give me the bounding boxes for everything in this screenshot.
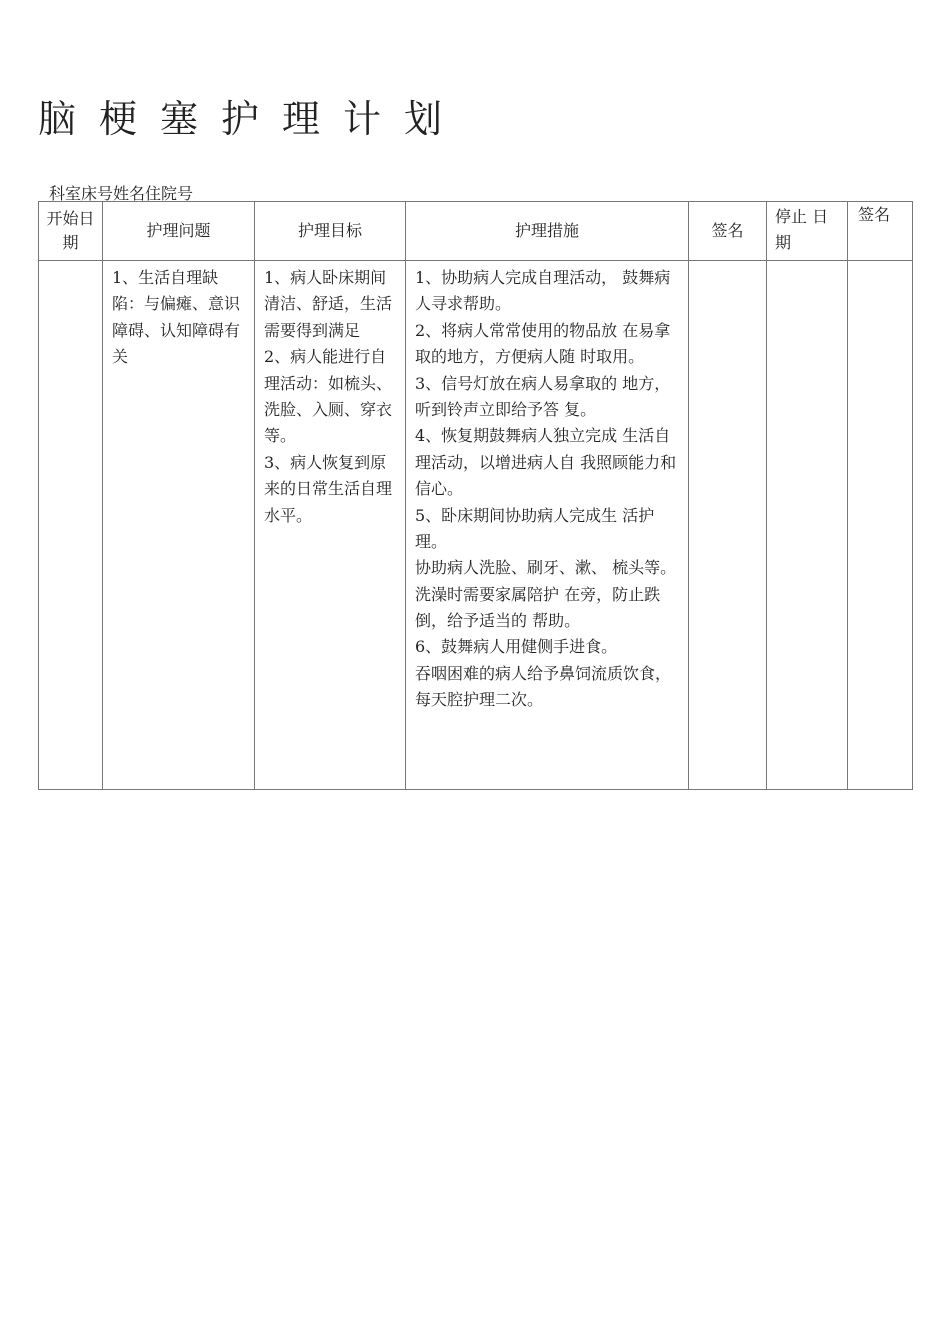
table-row bbox=[39, 261, 913, 790]
measure-item: 5、卧床期间协助病人完成生 活护理。 bbox=[415, 505, 655, 551]
measure-item: 6、鼓舞病人用健侧手进食。 bbox=[415, 637, 618, 657]
cell-problem bbox=[103, 261, 255, 790]
patient-info-line: 科室床号姓名住院号 bbox=[49, 184, 194, 203]
header-signature: 签名 bbox=[689, 202, 767, 261]
measure-item: 协助病人洗脸、刷牙、漱、 梳头等。洗澡时需要家属陪护 在旁，防止跌倒，给予适当的 帮助。 bbox=[415, 558, 677, 631]
cell-signature-2 bbox=[848, 261, 913, 790]
page-title: 脑梗塞护理计划 bbox=[38, 97, 466, 141]
cell-measures bbox=[406, 261, 689, 790]
nursing-plan-table bbox=[38, 201, 913, 790]
goal-item: 3、病人恢复到原来的日常生活自理水平。 bbox=[264, 452, 393, 525]
header-signature-2: 签名 bbox=[848, 202, 913, 261]
measure-item: 3、信号灯放在病人易拿取的 地方，听到铃声立即给予答 复。 bbox=[415, 373, 671, 419]
header-start-date: 开始日期 bbox=[39, 202, 103, 261]
header-goal: 护理目标 bbox=[255, 202, 406, 261]
measure-item: 2、将病人常常使用的物品放 在易拿取的地方，方便病人随 时取用。 bbox=[415, 320, 671, 367]
goal-item: 1、病人卧床期间清洁、舒适，生活需要得到满足 bbox=[264, 268, 393, 340]
header-problem: 护理问题 bbox=[103, 202, 255, 261]
header-stop-date: 停止 日期 bbox=[767, 202, 848, 261]
cell-goals bbox=[255, 261, 406, 790]
header-measures: 护理措施 bbox=[406, 202, 689, 261]
goal-item: 2、病人能进行自理活动：如梳头、洗脸、入厕、穿衣等。 bbox=[264, 347, 393, 446]
cell-signature bbox=[689, 261, 767, 790]
cell-start-date bbox=[39, 261, 103, 790]
measure-item: 吞咽困难的病人给予鼻饲流质饮食，每天腔护理二次。 bbox=[415, 663, 672, 710]
problem-text: 1、生活自理缺陷：与偏瘫、意识障碍、认知障碍有关 bbox=[112, 268, 241, 367]
measure-item: 4、恢复期鼓舞病人独立完成 生活自理活动，以增进病人自 我照顾能力和信心。 bbox=[415, 426, 677, 499]
table-header-row bbox=[39, 202, 913, 261]
measure-item: 1、协助病人完成自理活动， 鼓舞病人寻求帮助。 bbox=[415, 268, 671, 314]
cell-stop-date bbox=[767, 261, 848, 790]
